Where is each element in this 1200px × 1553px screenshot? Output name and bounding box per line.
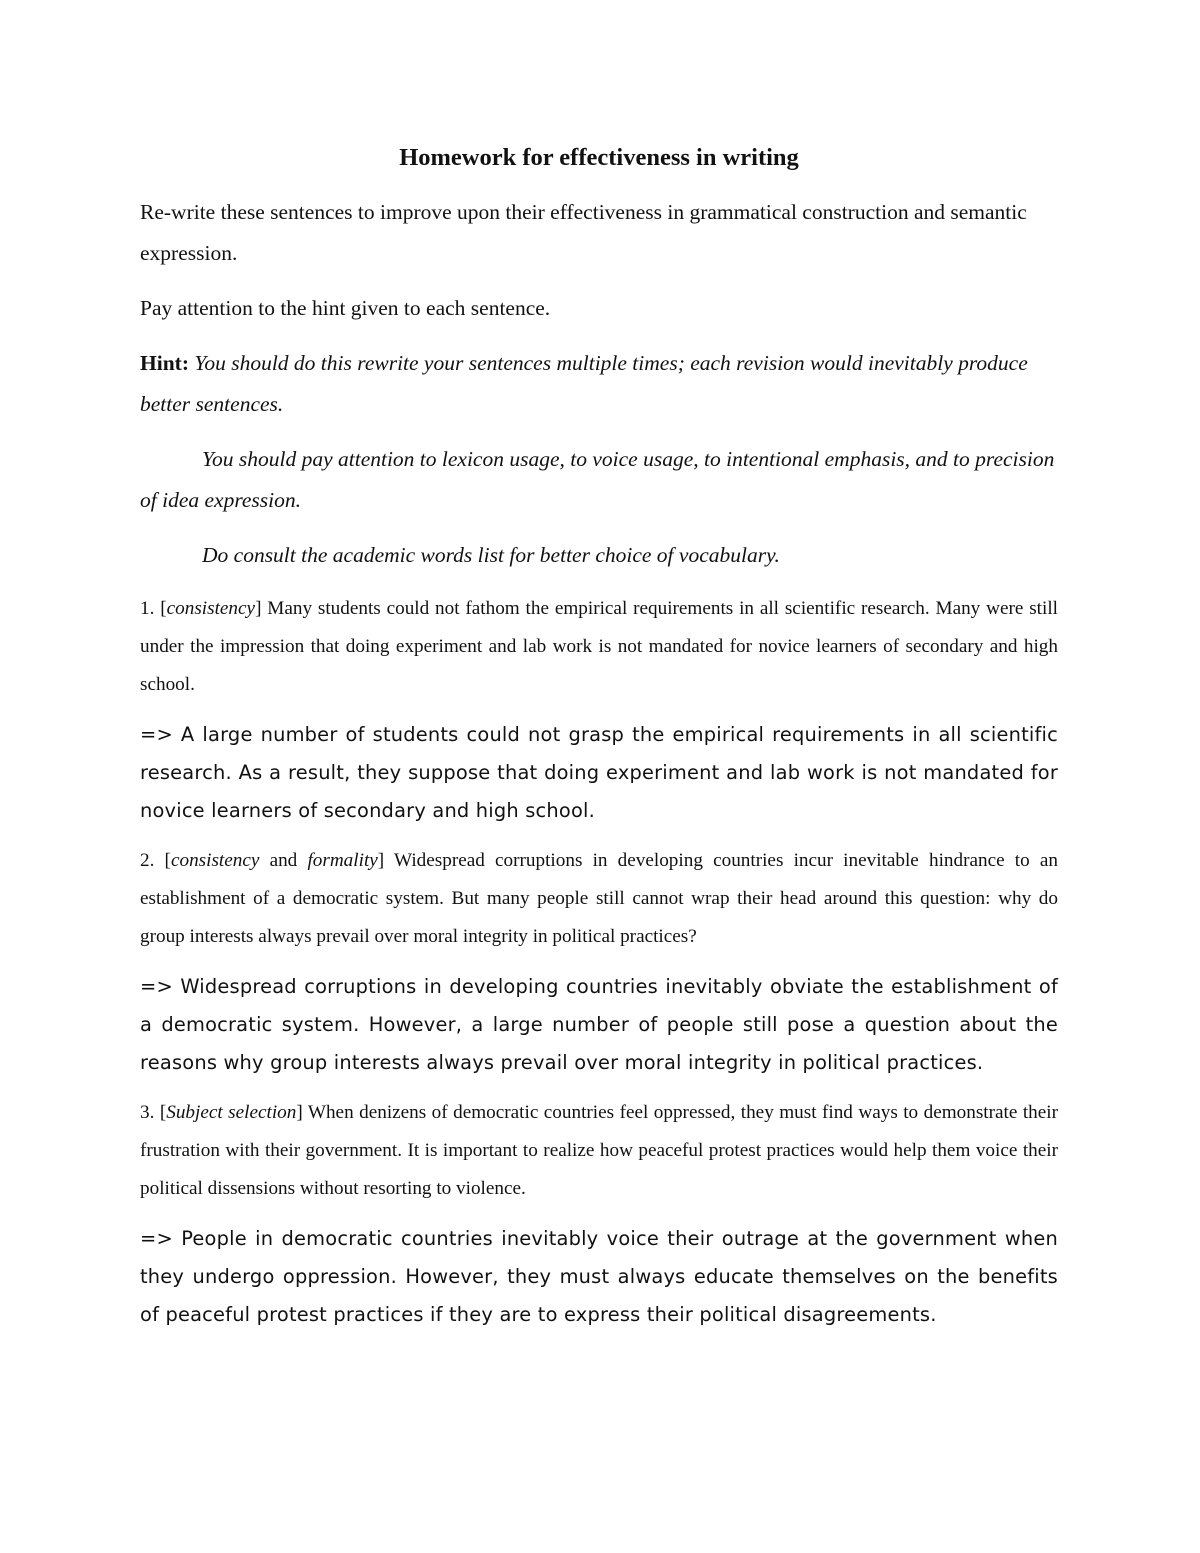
intro-paragraph: Re-write these sentences to improve upon their effectiveness in grammatical construction and semantic expression. xyxy=(140,200,1027,265)
question-2-text: Widespread corruptions in developing countries incur inevitable hindrance to an establishment of a democratic system. But many people still cannot wrap their head around this question: why do group interests always prevail over moral integrity in political practices? xyxy=(140,850,1058,947)
question-3-number: 3. [ xyxy=(140,1102,167,1123)
question-2-tag-close: ] xyxy=(377,850,385,871)
question-1-tag: consistency xyxy=(166,598,256,619)
hint-line-2: You should pay attention to lexicon usage, to voice usage, to intentional emphasis, and to precision of idea expression. xyxy=(140,447,1055,512)
question-2 xyxy=(140,842,1058,956)
question-1-tag-close: ] xyxy=(255,598,262,619)
question-1 xyxy=(140,590,1058,704)
hint-line-1: You should do this rewrite your sentences multiple times; each revision would inevitably produce better sentences. xyxy=(140,351,1028,416)
question-2-tag: consistency xyxy=(170,850,260,871)
question-3-tag-close: ] xyxy=(296,1102,303,1123)
question-3-tag: Subject selection xyxy=(166,1102,297,1123)
attention-paragraph: Pay attention to the hint given to each sentence. xyxy=(140,296,551,320)
question-3 xyxy=(140,1094,1058,1208)
answer-1: => A large number of students could not grasp the empirical requirements in all scientific research. As a result, they suppose that doing experiment and lab work is not mandated for novice learners of secondary and high school. xyxy=(140,723,1058,822)
hint-line-3: Do consult the academic words list for better choice of vocabulary. xyxy=(202,543,780,567)
question-1-number: 1. [ xyxy=(140,598,167,619)
hint-paragraph xyxy=(140,343,1058,425)
answer-2: => Widespread corruptions in developing countries inevitably obviate the establishment of a democratic system. However, a large number of people still pose a question about the reasons why group interests always prevail over moral integrity in political practices. xyxy=(140,975,1058,1074)
answer-3: => People in democratic countries inevitably voice their outrage at the government when they undergo oppression. However, they must always educate themselves on the benefits of peaceful protest practices if they are to express their political disagreements. xyxy=(140,1227,1058,1326)
hint-label: Hint: xyxy=(140,351,189,375)
question-1-text: Many students could not fathom the empirical requirements in all scientific research. Many were still under the impression that doing experiment and lab work is not mandated for novice learners of secondary and high school. xyxy=(140,598,1059,695)
question-2-tag-2: formality xyxy=(307,850,378,871)
page-title: Homework for effectiveness in writing xyxy=(399,144,799,171)
question-2-tag-joiner: and xyxy=(259,850,308,871)
document-page xyxy=(140,138,1058,1346)
question-3-text: When denizens of democratic countries feel oppressed, they must find ways to demonstrate their frustration with their government. It is important to realize how peaceful protest practices would help them voice their political dissensions without resorting to violence. xyxy=(140,1102,1058,1199)
question-2-number: 2. [ xyxy=(140,850,171,871)
